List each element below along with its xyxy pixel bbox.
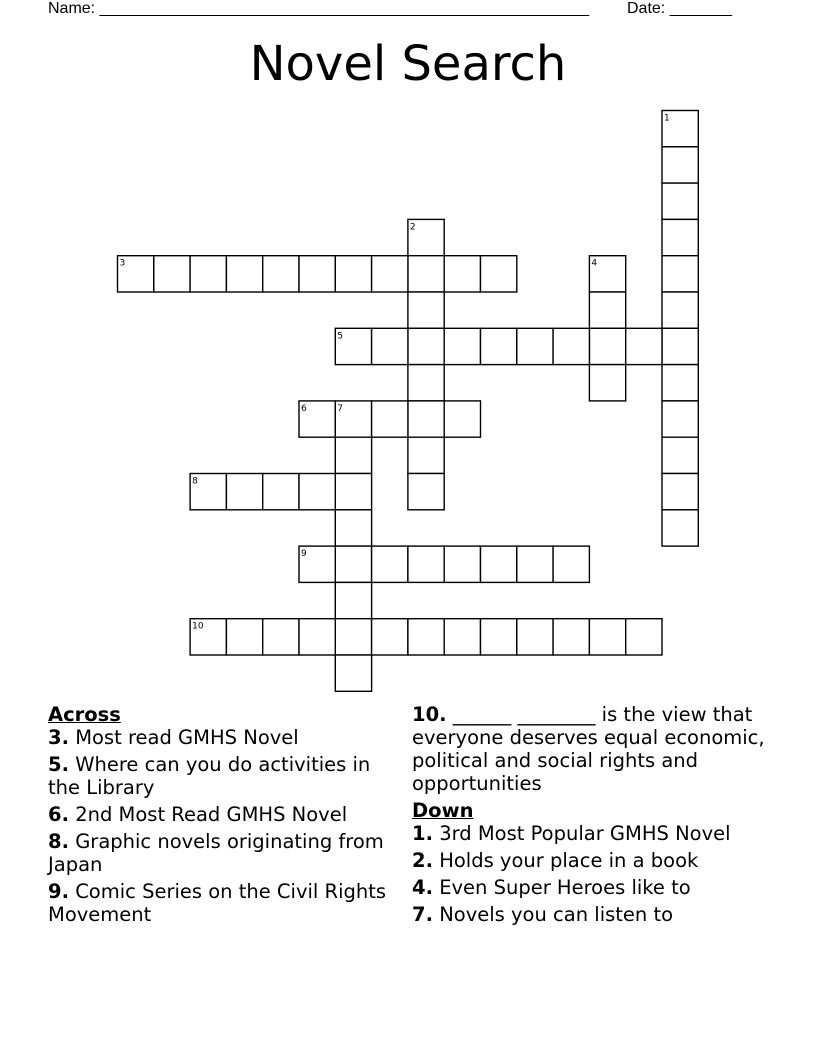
grid-cell[interactable]: [299, 474, 335, 510]
grid-cell[interactable]: [626, 328, 662, 364]
grid-cell[interactable]: [335, 546, 371, 582]
grid-cell[interactable]: [226, 619, 262, 655]
clues-left-column: [48, 703, 388, 930]
grid-cell[interactable]: [408, 401, 444, 437]
name-field-label: Name: _______________________________________________________: [48, 0, 589, 17]
grid-cell[interactable]: [589, 328, 625, 364]
clue-down-1: [412, 822, 772, 845]
grid-cell[interactable]: [372, 546, 408, 582]
cell-number: 7: [337, 403, 344, 414]
grid-cell[interactable]: [372, 256, 408, 292]
grid-cell[interactable]: [408, 328, 444, 364]
page-title: Novel Search: [249, 36, 567, 92]
clue-text: Even Super Heroes like to: [439, 876, 691, 899]
grid-cell[interactable]: [481, 256, 517, 292]
grid-cell[interactable]: [444, 546, 480, 582]
clue-number: 6.: [48, 803, 69, 826]
grid-cell[interactable]: [662, 401, 698, 437]
grid-cell[interactable]: [553, 328, 589, 364]
clue-across-5: [48, 753, 388, 799]
clue-text: Comic Series on the Civil Rights Movement: [48, 880, 387, 926]
across-heading: Across: [48, 703, 121, 726]
cell-number: 4: [591, 258, 598, 269]
cell-number: 3: [119, 258, 126, 269]
grid-cell[interactable]: [444, 619, 480, 655]
clue-number: 1.: [412, 822, 433, 845]
grid-cell[interactable]: [408, 437, 444, 473]
grid-cell[interactable]: [408, 256, 444, 292]
clue-text: Where can you do activities in the Library: [48, 753, 371, 799]
grid-cell[interactable]: [408, 474, 444, 510]
grid-cell[interactable]: [444, 256, 480, 292]
cell-number: 6: [301, 403, 307, 414]
grid-cell[interactable]: [589, 365, 625, 401]
grid-cell[interactable]: [662, 292, 698, 328]
cell-number: 5: [337, 331, 344, 342]
grid-cell[interactable]: [226, 256, 262, 292]
clue-number: 10.: [412, 703, 447, 726]
grid-cell[interactable]: [662, 256, 698, 292]
grid-cell[interactable]: [263, 474, 299, 510]
clue-across-9: [48, 880, 388, 926]
grid-cell[interactable]: [553, 619, 589, 655]
clue-across-8: [48, 830, 388, 876]
clue-down-2: [412, 849, 772, 872]
grid-cell[interactable]: [335, 474, 371, 510]
cell-number: 10: [192, 621, 204, 632]
grid-cell[interactable]: [662, 183, 698, 219]
grid-cell[interactable]: [662, 437, 698, 473]
grid-cell[interactable]: [372, 619, 408, 655]
grid-cell[interactable]: [662, 365, 698, 401]
grid-cell[interactable]: [626, 619, 662, 655]
grid-cell[interactable]: [662, 328, 698, 364]
clue-text: Graphic novels originating from Japan: [48, 830, 384, 876]
grid-cell[interactable]: [517, 619, 553, 655]
grid-cell[interactable]: [372, 328, 408, 364]
grid-cell[interactable]: [335, 256, 371, 292]
clue-across-6: [48, 803, 388, 826]
grid-cell[interactable]: [517, 546, 553, 582]
grid-cell[interactable]: [335, 619, 371, 655]
clue-text: 2nd Most Read GMHS Novel: [75, 803, 348, 826]
grid-cell[interactable]: [372, 401, 408, 437]
clue-down-4: [412, 876, 772, 899]
clue-number: 9.: [48, 880, 69, 903]
grid-cell[interactable]: [408, 365, 444, 401]
date-field-label: Date: _______: [627, 0, 732, 17]
grid-cell[interactable]: [299, 619, 335, 655]
clues-right-column: [412, 703, 772, 930]
clue-number: 7.: [412, 903, 433, 926]
grid-cell[interactable]: [481, 546, 517, 582]
grid-cell[interactable]: [481, 328, 517, 364]
grid-cell[interactable]: [335, 437, 371, 473]
cell-number: 8: [192, 476, 198, 487]
grid-cell[interactable]: [408, 619, 444, 655]
clue-down-7: [412, 903, 772, 926]
grid-cell[interactable]: [444, 401, 480, 437]
clue-text: Most read GMHS Novel: [75, 726, 299, 749]
clue-number: 4.: [412, 876, 433, 899]
grid-cell[interactable]: [335, 582, 371, 618]
clue-across-3: [48, 726, 388, 749]
clue-across-10: [412, 703, 772, 795]
grid-cell[interactable]: [662, 219, 698, 255]
cell-number: 2: [409, 222, 416, 233]
grid-cell[interactable]: [662, 510, 698, 546]
grid-cell[interactable]: [263, 256, 299, 292]
grid-cell[interactable]: [553, 546, 589, 582]
grid-cell[interactable]: [335, 510, 371, 546]
grid-cell[interactable]: [481, 619, 517, 655]
grid-cell[interactable]: [589, 292, 625, 328]
grid-cell[interactable]: [662, 147, 698, 183]
grid-cell[interactable]: [154, 256, 190, 292]
grid-cell[interactable]: [408, 546, 444, 582]
cell-number: 9: [301, 549, 307, 560]
grid-cell[interactable]: [408, 292, 444, 328]
grid-cell[interactable]: [263, 619, 299, 655]
clue-number: 2.: [412, 849, 433, 872]
clue-number: 8.: [48, 830, 69, 853]
grid-cell[interactable]: [335, 655, 371, 691]
clue-text: ______ ________ is the view that everyone deserves equal economic, political and social rights and opportunities: [412, 703, 765, 795]
grid-cell[interactable]: [299, 256, 335, 292]
clue-text: 3rd Most Popular GMHS Novel: [439, 822, 731, 845]
grid-cell[interactable]: [662, 474, 698, 510]
clue-number: 3.: [48, 726, 69, 749]
grid-cell[interactable]: [444, 328, 480, 364]
clue-number: 5.: [48, 753, 69, 776]
grid-cell[interactable]: [190, 256, 226, 292]
grid-cell[interactable]: [517, 328, 553, 364]
clue-text: Novels you can listen to: [439, 903, 674, 926]
grid-cell[interactable]: [226, 474, 262, 510]
clue-text: Holds your place in a book: [439, 849, 699, 872]
cell-number: 1: [664, 113, 670, 124]
grid-cell[interactable]: [589, 619, 625, 655]
down-heading: Down: [412, 799, 474, 822]
